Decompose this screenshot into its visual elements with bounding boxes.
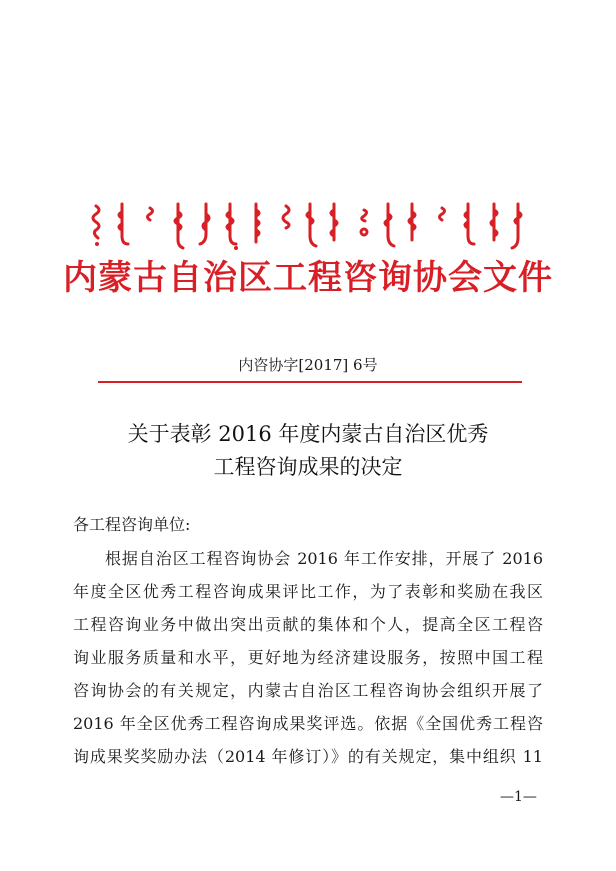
salutation: 各工程咨询单位: [73,515,191,534]
document-title-line-1: 关于表彰 2016 年度内蒙古自治区优秀 [127,422,489,446]
body-line-4: 询业服务质量和水平，更好地为经济建设服务，按照中国工程 [73,648,543,667]
document-title-line-2: 工程咨询成果的决定 [213,455,403,479]
body-line-2: 年度全区优秀工程咨询成果评比工作，为了表彰和奖励在我区 [73,582,543,601]
mongolian-script-header [88,198,528,254]
body-line-6: 2016 年全区优秀工程咨询成果奖评选。依据《全国优秀工程咨 [73,714,543,733]
body-line-3: 工程咨询业务中做出突出贡献的集体和个人，提高全区工程咨 [73,615,543,634]
body-line-7: 询成果奖奖励办法（2014 年修订）》的有关规定，集中组织 11 [73,747,543,766]
red-divider [98,381,522,383]
body-line-1: 根据自治区工程咨询协会 2016 年工作安排，开展了 2016 [105,549,543,568]
organization-title: 内蒙古自治区工程咨询协会文件 [63,258,553,298]
mongolian-script-glyphs [88,198,528,254]
document-number: 内咨协字[2017] 6号 [238,356,378,374]
page-number: —1— [500,789,537,805]
body-line-5: 咨询协会的有关规定，内蒙古自治区工程咨询协会组织开展了 [73,681,543,700]
